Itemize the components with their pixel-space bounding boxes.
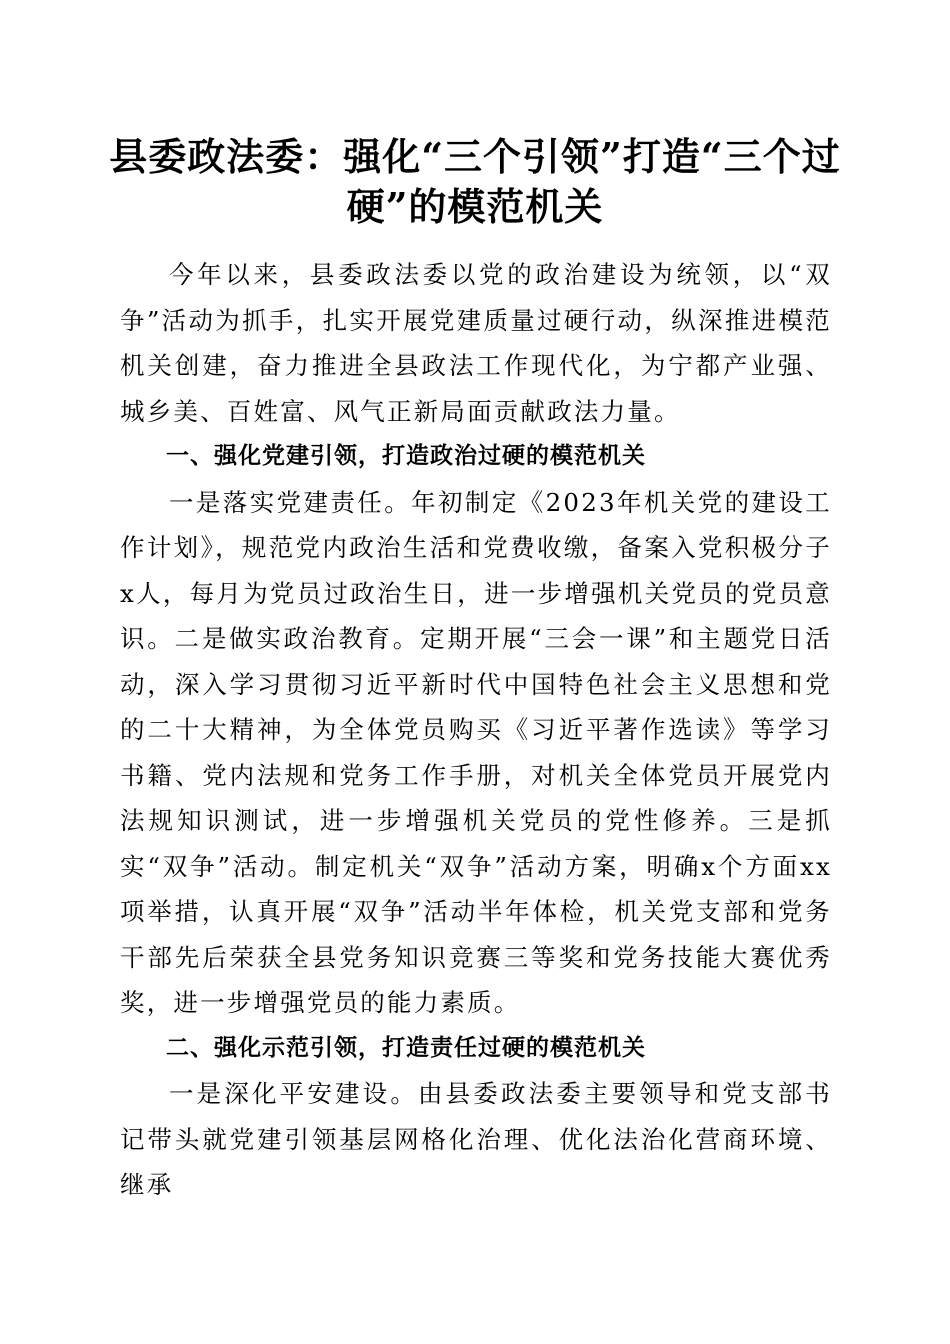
section-1-heading: 一、强化党建引领，打造政治过硬的模范机关 (166, 443, 646, 469)
intro-paragraph: 今年以来，县委政法委以党的政治建设为统领，以“双争”活动为抓手，扎实开展党建质量过硬行动，纵深推进模范机关创建，奋力推进全县政法工作现代化，为宁都产业强、城乡美、百姓富、风气正新局面贡献政法力量。 (120, 260, 832, 426)
document-body (120, 252, 832, 1208)
title-line-1: 县委政法委：强化“三个引领”打造“三个过 (109, 134, 841, 179)
section-1-paragraph: 一是落实党建责任。年初制定《2023年机关党的建设工作计划》，规范党内政治生活和党费收缴，备案入党积极分子x人，每月为党员过政治生日，进一步增强机关党员的党员意识。二是做实政治教育。定期开展“三会一课”和主题党日活动，深入学习贯彻习近平新时代中国特色社会主义思想和党的二十大精神，为全体党员购买《习近平著作选读》等学习书籍、党内法规和党务工作手册，对机关全体党员开展党内法规知识测试，进一步增强机关党员的党性修养。三是抓实“双争”活动。制定机关“双争”活动方案，明确x个方面xx项举措，认真开展“双争”活动半年体检，机关党支部和党务干部先后荣获全县党务知识竞赛三等奖和党务技能大赛优秀奖，进一步增强党员的能力素质。 (120, 487, 832, 1017)
section-2-paragraph: 一是深化平安建设。由县委政法委主要领导和党支部书记带头就党建引领基层网格化治理、优化法治化营商环境、继承 (120, 1079, 832, 1199)
title-line-2: 硬”的模范机关 (346, 184, 604, 229)
document-title (100, 132, 850, 232)
section-2-heading: 二、强化示范引领，打造责任过硬的模范机关 (166, 1034, 646, 1061)
